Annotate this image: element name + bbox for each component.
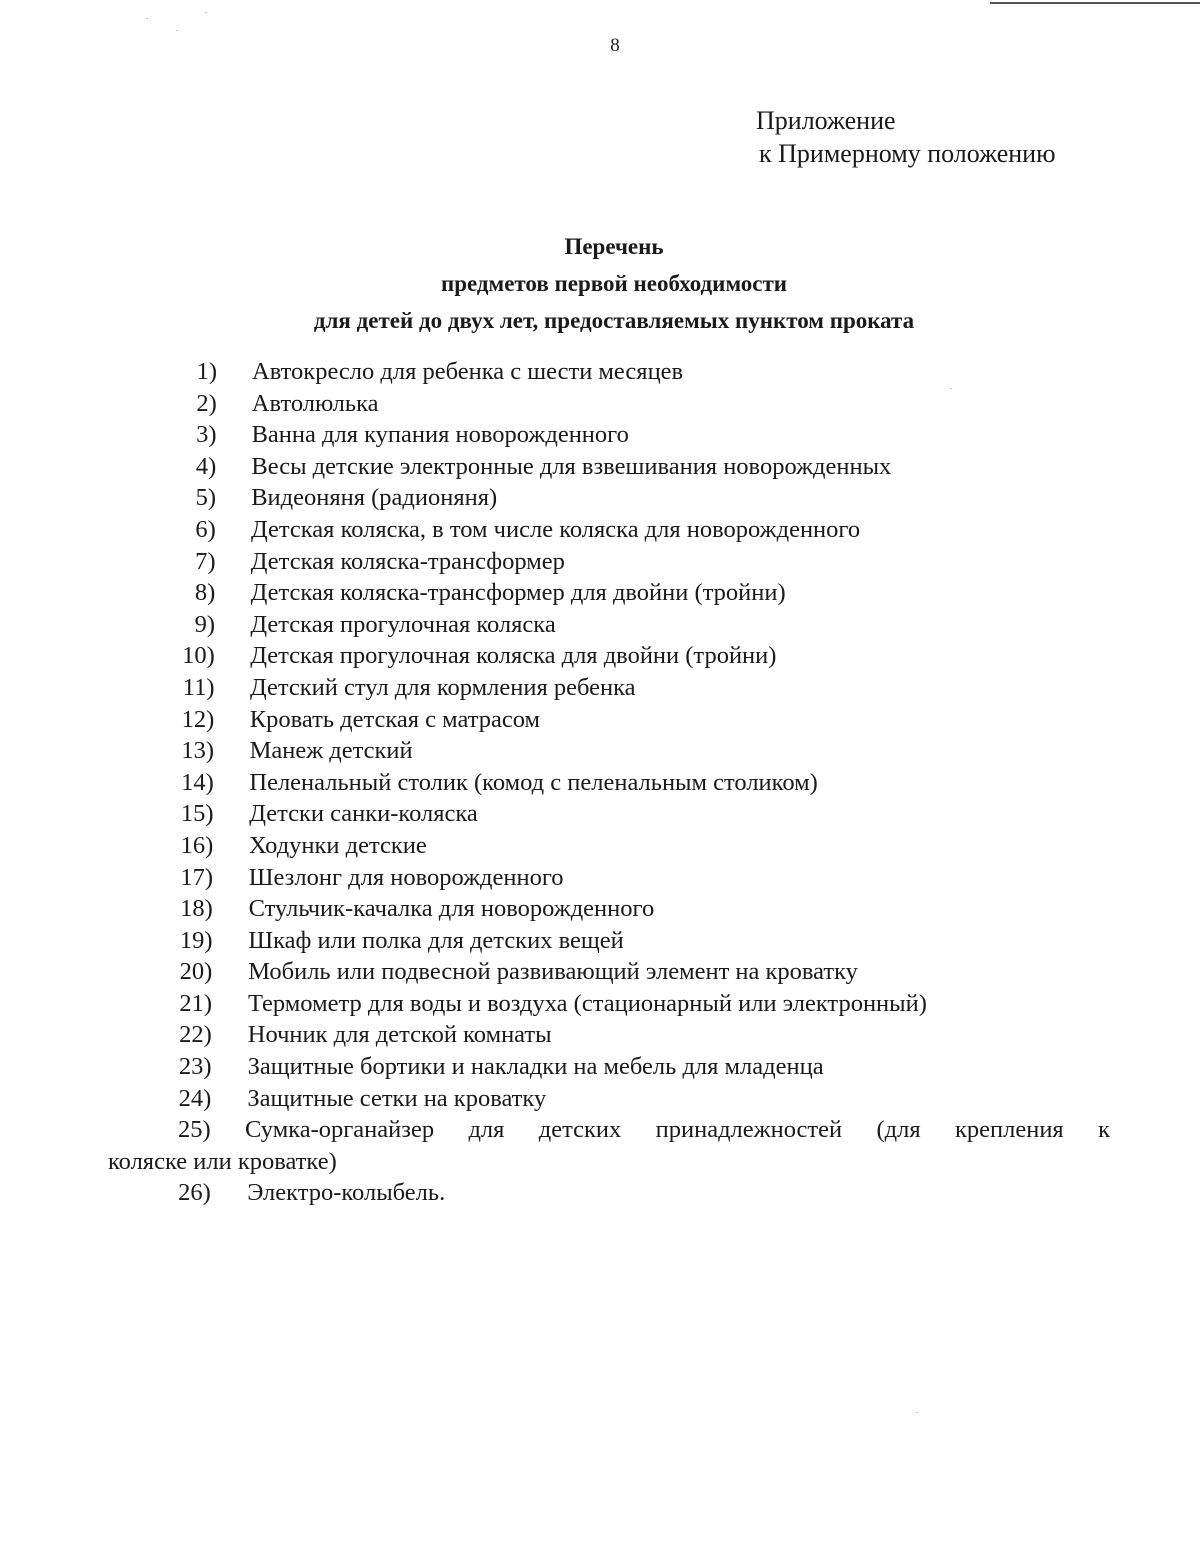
list-item-number: 17) [180, 863, 213, 891]
list-item-number: 9) [194, 610, 215, 638]
list-item [0, 735, 1200, 767]
list-item-text: Весы детские электронные для взвешивания новорожденных [251, 452, 892, 480]
list-item-text: Мобиль или подвесной развивающий элемент на кроватку [248, 958, 858, 986]
list-item-number: 2) [196, 389, 217, 417]
list-item [0, 1051, 1200, 1083]
list-item-text: Стульчик-качалка для новорожденного [248, 895, 655, 923]
list-item-text: Электро-колыбель. [247, 1179, 446, 1207]
list-item-text: Ванна для купания новорожденного [251, 421, 629, 449]
list-item-number: 1) [196, 358, 217, 385]
list-item [0, 672, 1200, 704]
title-line: для детей до двух лет, предоставляемых пунктом проката [313, 308, 915, 333]
list-item-text: Кровать детская с матрасом [249, 705, 541, 733]
list-item-text: Детская прогулочная коляска для двойни (тройни) [250, 642, 777, 670]
list-item-text: Видеоняня (радионяня) [251, 484, 498, 512]
list-item-text: Детская коляска-трансформер для двойни (тройни) [250, 579, 786, 607]
list-item-text: Шкаф или полка для детских вещей [248, 926, 624, 954]
list-item-number: 7) [195, 547, 216, 575]
list-item [0, 862, 1200, 894]
appendix-note [756, 104, 1056, 170]
list-item-word: детских [538, 1116, 622, 1144]
list-item-number: 20) [179, 958, 213, 986]
list-item [0, 925, 1200, 957]
appendix-line: к Примерному положению [759, 139, 1056, 168]
list-item-word: Сумка-органайзер [245, 1116, 435, 1144]
list-item-number: 19) [179, 926, 213, 954]
list-item-text: Манеж детский [249, 737, 413, 765]
list-item-number: 10) [182, 642, 215, 670]
scan-speck [176, 30, 178, 31]
list-item [0, 893, 1200, 925]
list-item [0, 388, 1200, 420]
list-item-word: (для [876, 1116, 921, 1144]
list-item-number: 11) [182, 673, 215, 701]
list-item-number: 24) [178, 1084, 212, 1112]
list-item-number: 12) [181, 705, 215, 733]
list-item-text: Автокресло для ребенка с шести месяцев [252, 358, 684, 385]
list-item [0, 640, 1200, 672]
list-item-text: Шезлонг для новорожденного [248, 863, 564, 891]
list-item-text: Детская прогулочная коляска [250, 610, 556, 638]
list-item [0, 1114, 1200, 1177]
list-item [0, 704, 1200, 736]
list-item-number: 14) [181, 768, 214, 796]
document-title [0, 228, 1200, 339]
title-line: предметов первой необходимости [440, 271, 788, 296]
list-item [0, 514, 1200, 546]
list-item [0, 1177, 1200, 1209]
list-item-number: 25) [178, 1116, 211, 1144]
appendix-line: Приложение [756, 106, 896, 135]
list-item-number: 4) [195, 452, 217, 480]
list-item [0, 988, 1200, 1020]
scan-edge-line [990, 2, 1200, 4]
list-item-number: 26) [178, 1179, 211, 1207]
list-item [0, 1019, 1200, 1051]
list-item-word: для [468, 1116, 505, 1144]
list-item-number: 13) [181, 737, 214, 765]
list-item [0, 956, 1200, 988]
list-item-text: Детская коляска-трансформер [250, 547, 565, 575]
list-item-number: 22) [179, 1021, 212, 1049]
list-item-text: Ночник для детской комнаты [247, 1021, 552, 1049]
list-item [0, 767, 1200, 799]
list-item-number: 23) [178, 1053, 212, 1081]
list-item [0, 609, 1200, 641]
list-item [0, 451, 1200, 483]
list-item [0, 482, 1200, 514]
list-item-number: 3) [196, 421, 217, 449]
list-item-word: к [1098, 1116, 1110, 1144]
list-item [0, 546, 1200, 578]
list-item-text: Защитные сетки на кроватку [247, 1084, 547, 1112]
list-item-number: 18) [180, 895, 213, 923]
list-item-text: Детский стул для кормления ребенка [250, 673, 636, 701]
list-item [0, 577, 1200, 609]
scan-speck [205, 12, 207, 13]
list-item-text: Детская коляска, в том числе коляска для новорожденного [251, 515, 861, 543]
list-item-text: Ходунки детские [249, 831, 427, 859]
list-item [0, 798, 1200, 830]
list-item-number: 6) [195, 515, 216, 543]
list-item-text: Детски санки-коляска [249, 800, 478, 828]
list-item-number: 21) [179, 989, 212, 1017]
list-item-text: Пеленальный столик (комод с пеленальным столиком) [249, 768, 818, 796]
list-item-text: Автолюлька [251, 389, 379, 417]
scan-speck [916, 1412, 918, 1413]
list-item-number: 8) [194, 579, 216, 607]
list-item-text: Термометр для воды и воздуха (стационарный или электронный) [248, 989, 927, 1017]
list-item-text: Защитные бортики и накладки на мебель для младенца [247, 1053, 824, 1081]
list-item-number: 15) [180, 800, 214, 828]
list-item [0, 419, 1200, 451]
list-item-line [178, 1114, 1110, 1146]
list-item-number: 16) [180, 831, 214, 859]
list-item [0, 830, 1200, 862]
items-list [0, 356, 1200, 1209]
list-item-number: 5) [195, 484, 216, 512]
title-line: Перечень [564, 234, 664, 259]
list-item [0, 356, 1200, 388]
scan-speck [146, 18, 148, 19]
list-item-word: принадлежностей [655, 1116, 843, 1144]
list-item [0, 1083, 1200, 1115]
page-number: 8 [610, 35, 620, 56]
list-item-word: крепления [954, 1116, 1064, 1144]
list-item-text: коляске или кроватке) [108, 1147, 337, 1175]
